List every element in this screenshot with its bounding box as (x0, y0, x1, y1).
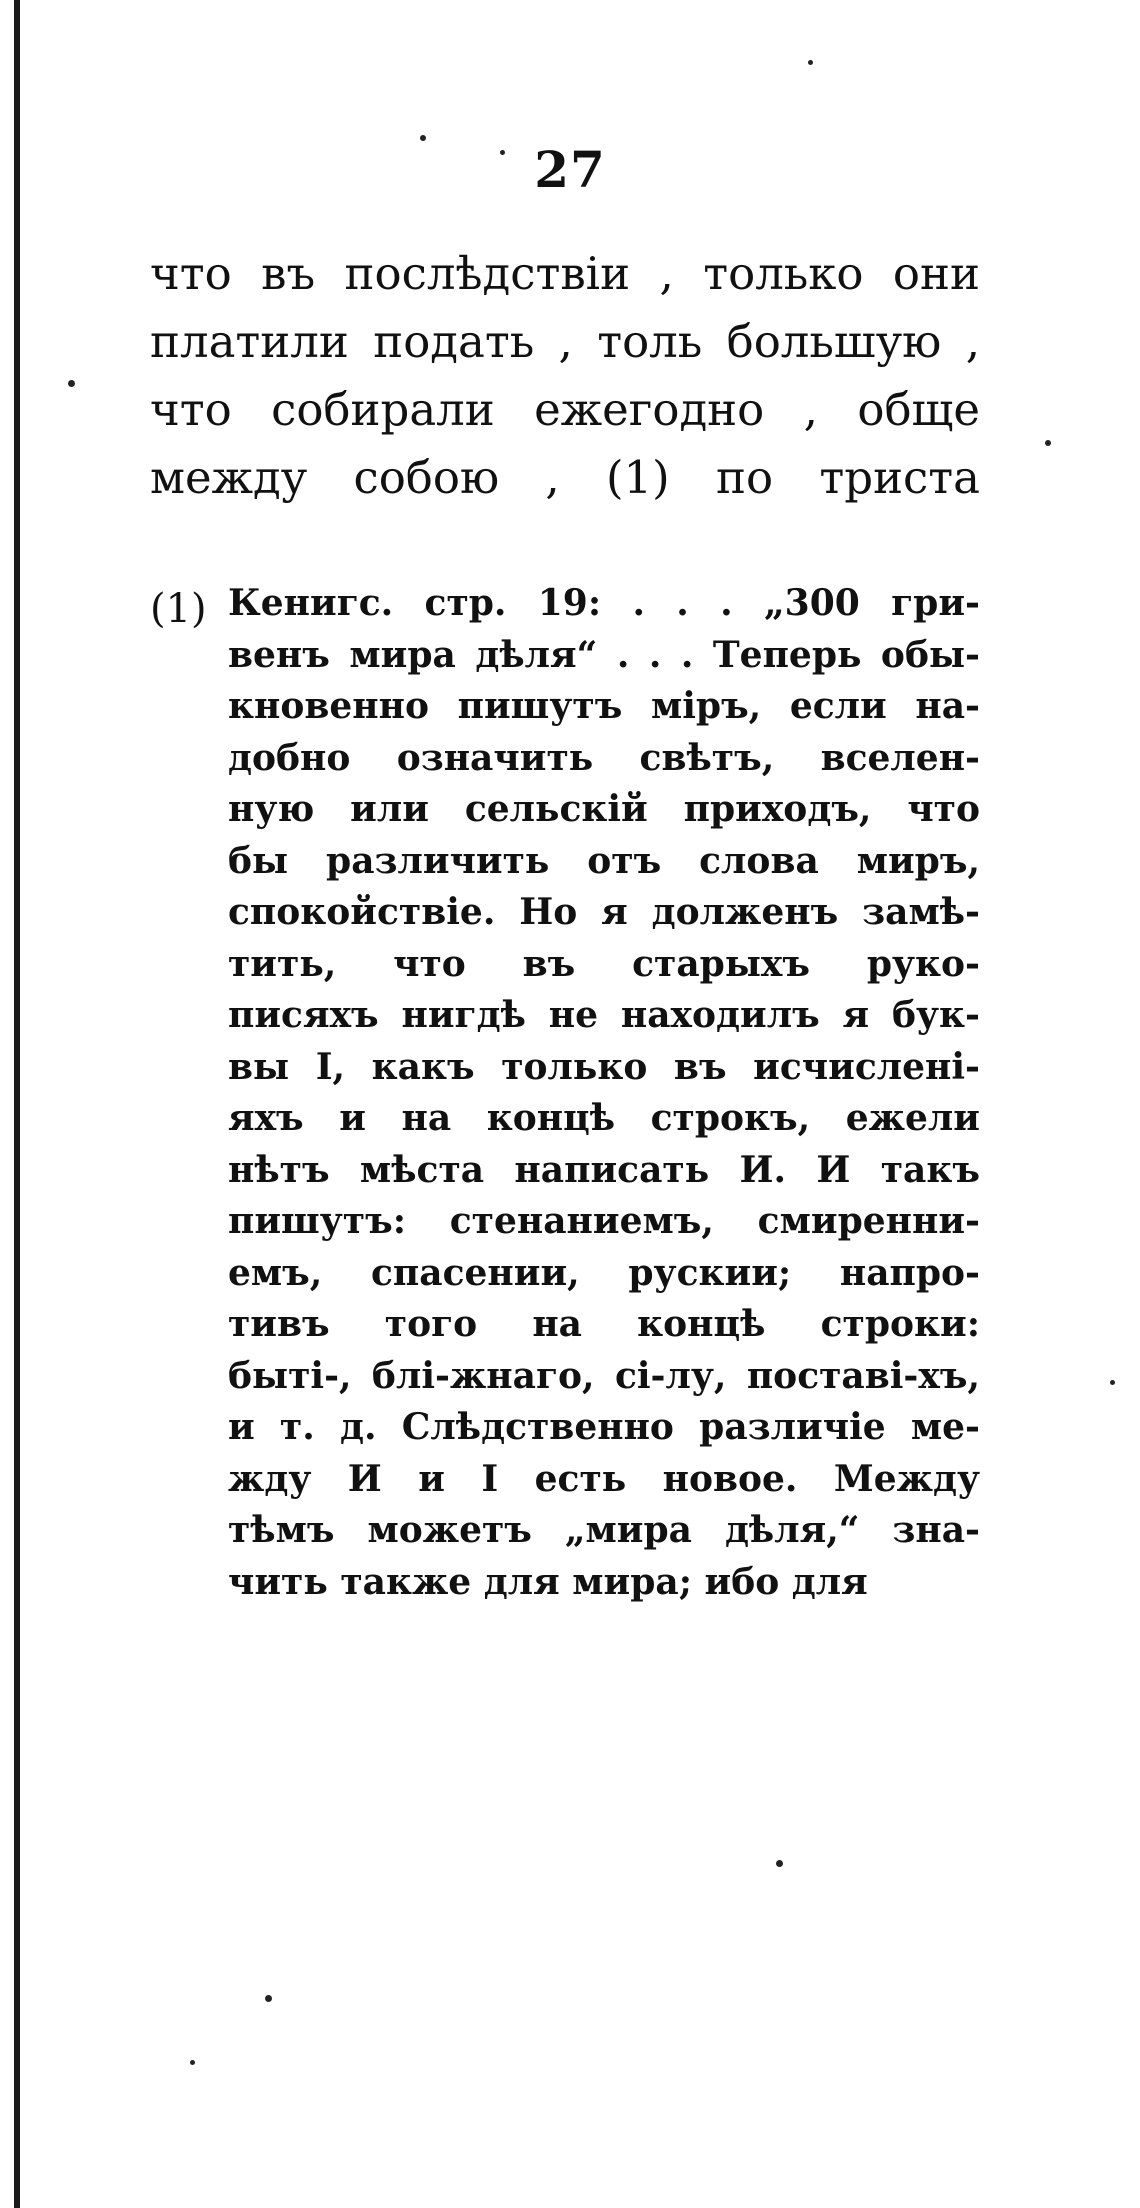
footnote-line: кновенно пишутъ міръ, если на- (228, 685, 980, 727)
footnote-line: пишутъ: стенаниемъ, смиренни- (228, 1200, 980, 1242)
footnote-marker: (1) (150, 586, 207, 632)
paper-speck (500, 150, 505, 155)
footnote-line: вы I, какъ только въ исчисленi- (228, 1045, 980, 1088)
footnote-line: чить также для мира; ибо для (228, 1560, 868, 1603)
paper-speck (1110, 1380, 1115, 1385)
paper-speck (808, 60, 813, 65)
footnote-line: тѣмъ можетъ „мира дѣля,“ зна- (228, 1509, 980, 1551)
footnote-line: бы различить отъ слова миръ, (228, 839, 980, 882)
paper-speck (420, 135, 426, 141)
footnote-line: яхъ и на концѣ строкъ, ежели (228, 1097, 980, 1139)
main-text-line: что въ послѣдствіи , только они (150, 247, 980, 300)
footnote-line: быті-, блі-жнаго, сі-лу, поставі-хъ, (228, 1354, 980, 1397)
footnote-line: добно означить свѣтъ, вселен- (228, 736, 980, 779)
paper-speck (190, 2060, 195, 2065)
footnote-line: Кенигс. стр. 19: . . . „300 гри- (228, 582, 980, 624)
footnote-line: спокойствіе. Но я долженъ замѣ- (228, 891, 980, 933)
paper-speck (265, 1995, 272, 2002)
paper-speck (776, 1860, 783, 1867)
main-text-line: между собою , (1) по триста (150, 451, 980, 504)
paper-speck (1045, 440, 1051, 446)
footnote-line: емъ, спасении, рускии; напро- (228, 1251, 980, 1294)
footnote-line: тивъ того на концѣ строки: (228, 1303, 980, 1345)
paper-speck (68, 380, 75, 387)
footnote-line: нѣтъ мѣста написать И. И такъ (228, 1148, 980, 1191)
main-text (150, 240, 980, 512)
footnote-line: жду И и I есть новое. Между (228, 1457, 980, 1500)
page-edge-line (14, 0, 20, 2208)
main-text-line: платили подать , толь большую , (150, 315, 980, 368)
footnote-line: и т. д. Слѣдственно различіе ме- (228, 1406, 980, 1448)
footnote-line: писяхъ нигдѣ не находилъ я бук- (228, 994, 980, 1036)
footnote-line: тить, что въ старыхъ руко- (228, 942, 980, 985)
footnote-line: ную или сельскій приходъ, что (228, 788, 980, 830)
footnote-text (228, 578, 980, 1608)
page-number: 27 (534, 140, 606, 199)
main-text-line: что собирали ежегодно , обще (150, 383, 980, 436)
footnote-line: венъ мира дѣля“ . . . Теперь обы- (228, 633, 980, 676)
